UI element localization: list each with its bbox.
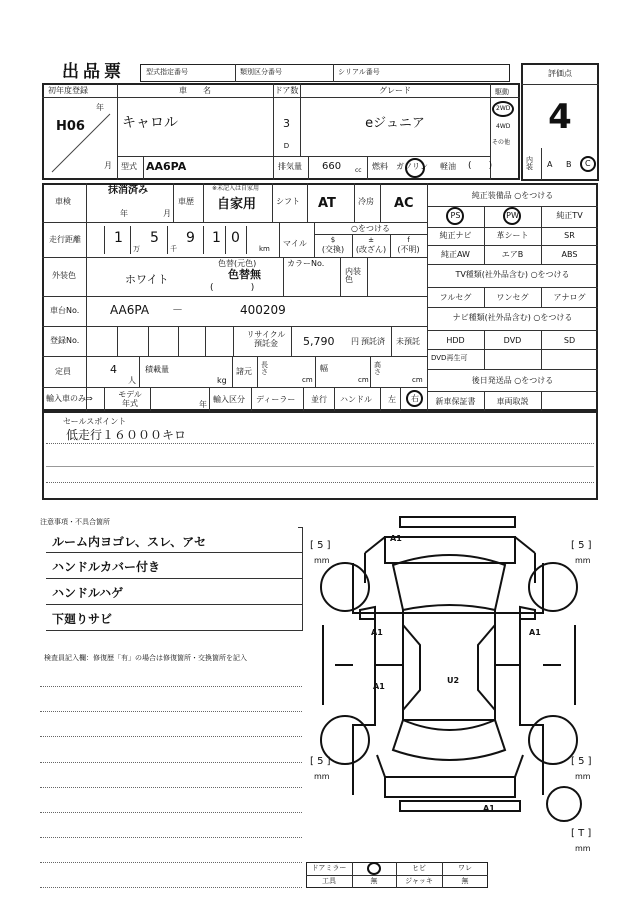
- dvd-playback: DVD再生可: [431, 354, 468, 362]
- width-label: 幅: [320, 364, 328, 373]
- mark-roof: U2: [447, 676, 460, 685]
- first-reg-value: H06: [56, 119, 85, 134]
- tire-fr: [ 5 ]: [571, 540, 592, 551]
- equip-airbag: エアB: [501, 250, 524, 259]
- recycle-unpaid: 未預託: [396, 337, 420, 346]
- equip-navi: 純正ナビ: [439, 231, 472, 240]
- tire-fl: [ 5 ]: [310, 540, 331, 551]
- navi-header: ナビ種類(社外品含む) ○をつける: [452, 313, 573, 322]
- tire-rl: [ 5 ]: [310, 756, 331, 767]
- tire-rr-unit: mm: [575, 772, 591, 781]
- tire-spare-unit: mm: [575, 844, 591, 853]
- inspection-label: 車検: [55, 197, 71, 206]
- navi-hdd: HDD: [446, 336, 465, 345]
- later-header: 後日発送品 ○をつける: [471, 376, 554, 385]
- length-cm: cm: [302, 376, 313, 384]
- rating-value: 4: [548, 97, 572, 137]
- later-warranty: 新車保証書: [435, 397, 476, 406]
- sales-point-label: セールスポイント: [63, 417, 127, 426]
- dealer-label: ディーラー: [256, 395, 296, 404]
- interior-c: C: [585, 159, 591, 168]
- ac-value: AC: [394, 196, 414, 211]
- history-note: ※未記入は自家用: [212, 185, 260, 192]
- handle-right: 右: [411, 394, 419, 403]
- color-change-paren: ( ): [210, 283, 255, 293]
- tools-value: 無: [370, 877, 378, 885]
- tamper-label: (改ざん): [355, 245, 387, 254]
- inspection-month: 月: [163, 209, 171, 218]
- tv-header: TV種類(社外品含む) ○をつける: [455, 270, 570, 279]
- fuel-label: 燃料: [372, 162, 388, 171]
- color-change-value: 色替無: [228, 268, 261, 281]
- handle-label: ハンドル: [340, 395, 372, 404]
- displacement-value: 660: [322, 161, 342, 172]
- car-name-label: 車 名: [179, 86, 211, 95]
- inspection-year: 年: [120, 209, 128, 218]
- crack-label: ヒビ: [412, 864, 426, 872]
- drive-4wd: 4WD: [496, 123, 511, 130]
- equip-ps: PS: [450, 211, 461, 220]
- header-fields: [140, 64, 510, 82]
- displacement-label: 排気量: [278, 162, 302, 171]
- model-year-label: モデル年式: [118, 390, 142, 408]
- car-damage-diagram: [315, 515, 580, 825]
- doors-value: 3: [283, 117, 290, 130]
- fuel-value: ガソリン: [396, 162, 428, 171]
- equip-leather: 革シート: [496, 231, 529, 240]
- color-change-label: 色替(元色): [218, 259, 257, 268]
- mileage-digit-5: 0: [231, 230, 240, 246]
- model-cert-label: 型式指定番号: [146, 68, 188, 76]
- kg-unit: kg: [217, 376, 227, 385]
- shift-label: シフト: [276, 197, 300, 206]
- later-manual: 車両取説: [496, 397, 529, 406]
- inspector-label: 検査員記入欄：修復歴「有」の場合は修復箇所・交換箇所を記入: [44, 654, 247, 662]
- mileage-digit-1: 1: [114, 230, 123, 246]
- interior-a: A: [547, 160, 553, 169]
- recycle-value: 5,790: [303, 335, 335, 348]
- height-label: 高さ: [374, 361, 381, 376]
- car-name-value: キャロル: [122, 115, 178, 131]
- navi-sd: SD: [563, 336, 576, 345]
- history-label: 車歴: [178, 197, 194, 206]
- capacity-label: 定員: [55, 367, 71, 376]
- fuel-circle: [405, 158, 425, 178]
- equip-abs: ABS: [561, 250, 578, 259]
- first-reg-month-unit: 月: [104, 161, 112, 170]
- dims-label: 諸元: [236, 367, 252, 376]
- mark-right-front-door: A1: [529, 628, 541, 637]
- man-unit: 万: [133, 245, 140, 253]
- mile-label: マイル: [283, 239, 307, 248]
- equip-pw: PW: [506, 211, 519, 220]
- history-value: 自家用: [217, 197, 257, 212]
- sen-unit: 千: [170, 245, 177, 253]
- tire-fl-unit: mm: [314, 556, 330, 565]
- equip-tv: 純正TV: [556, 211, 583, 220]
- tamper-mark: ±: [368, 236, 374, 244]
- equip-aw: 純正AW: [441, 250, 470, 259]
- ac-label: 冷房: [358, 197, 374, 206]
- displacement-unit: cc: [355, 167, 362, 174]
- jack-label: ジャッキ: [405, 877, 433, 885]
- chassis-label: 車台No.: [50, 306, 80, 315]
- first-reg-year-unit: 年: [96, 103, 104, 112]
- tools-label: 工具: [322, 877, 336, 885]
- tv-analog: アナログ: [553, 293, 586, 302]
- fuel-light-label: 軽油: [440, 162, 456, 171]
- mirror-circle: [367, 862, 381, 875]
- color-no-label: カラーNo.: [287, 259, 325, 268]
- interior-b: B: [566, 160, 572, 169]
- tire-rl-unit: mm: [314, 772, 330, 781]
- color-label: 外装色: [52, 271, 76, 280]
- door-mirror-label: ドアミラー: [311, 864, 347, 872]
- color-value: ホワイト: [125, 273, 169, 286]
- note-item-2: ハンドルカバー付き: [52, 560, 161, 574]
- chassis-dash: －: [172, 303, 183, 316]
- fuel-paren: ( ): [468, 161, 493, 171]
- model-label: 型式: [121, 162, 137, 171]
- tv-full: フルセグ: [439, 293, 472, 302]
- interior-label: 内装: [526, 156, 533, 171]
- mileage-label: 走行距離: [49, 235, 81, 244]
- grade-value: eジュニア: [365, 116, 425, 131]
- swap-mark: $: [330, 236, 336, 244]
- equip-sr: SR: [564, 231, 575, 240]
- model-value: AA6PA: [146, 160, 187, 173]
- mark-left-front-door: A1: [371, 628, 383, 637]
- class-label: 類別区分番号: [240, 68, 282, 76]
- recycle-label: リサイクル預託金: [246, 330, 286, 348]
- mileage-circle-note: ○をつける: [351, 224, 390, 233]
- import-type-label: 輸入区分: [213, 395, 245, 404]
- parallel-label: 並行: [311, 395, 327, 404]
- tire-spare: [ T ]: [571, 828, 592, 839]
- unknown-mark: f: [407, 236, 410, 244]
- mark-rear-bumper: A1: [483, 804, 495, 813]
- interior-color-label: 内装色: [345, 267, 361, 284]
- load-label: 積載量: [145, 365, 169, 374]
- note-item-3: ハンドルハゲ: [52, 586, 124, 600]
- notes-label: 注意事項・不具合箇所: [40, 518, 110, 526]
- chassis-number: 400209: [240, 303, 286, 317]
- drive-other: その他: [492, 139, 511, 146]
- doors-suffix: D: [283, 142, 290, 150]
- break-label: ワレ: [458, 864, 472, 872]
- note-item-1: ルーム内ヨゴレ、スレ、アセ: [52, 535, 206, 549]
- note-item-4: 下廻りサビ: [52, 612, 113, 626]
- mileage-digit-3: 9: [186, 230, 195, 246]
- tire-fr-unit: mm: [575, 556, 591, 565]
- doors-label: ドア数: [274, 86, 299, 95]
- spare-tire-icon: [546, 786, 582, 822]
- jack-value: 無: [461, 877, 469, 885]
- person-unit: 人: [128, 376, 136, 385]
- shift-value: AT: [318, 196, 336, 211]
- mileage-digit-4: 1: [212, 230, 221, 246]
- swap-label: (交換): [321, 245, 345, 254]
- rating-label: 評価点: [548, 69, 572, 78]
- navi-dvd: DVD: [503, 336, 522, 345]
- model-year-unit: 年: [199, 400, 207, 409]
- mark-left-rear: A1: [373, 682, 385, 691]
- length-label: 長さ: [261, 361, 268, 376]
- width-cm: cm: [358, 376, 369, 384]
- genuine-header: 純正装備品 ○をつける: [471, 191, 554, 200]
- mark-front: A1: [390, 534, 402, 543]
- recycle-unit: 円: [351, 337, 359, 346]
- inspection-value: 抹消済み: [108, 185, 148, 196]
- grade-label: グレード: [379, 86, 411, 95]
- serial-label: シリアル番号: [338, 68, 380, 76]
- capacity-value: 4: [110, 363, 117, 376]
- form-title: 出品票: [62, 62, 125, 82]
- height-cm: cm: [412, 376, 423, 384]
- chassis-prefix: AA6PA: [110, 303, 150, 317]
- tv-one: ワンセグ: [496, 293, 529, 302]
- unknown-label: (不明): [397, 245, 420, 254]
- recycle-paid: 預託済: [361, 337, 385, 346]
- drive-2wd: 2WD: [496, 105, 511, 112]
- km-unit: km: [259, 245, 270, 253]
- handle-left: 左: [388, 395, 396, 404]
- import-label: 輸入車のみ⇒: [46, 394, 93, 403]
- mileage-digit-2: 5: [150, 230, 159, 246]
- drive-label: 駆動: [495, 88, 509, 96]
- reg-no-label: 登録No.: [50, 336, 80, 345]
- tire-rr: [ 5 ]: [571, 756, 592, 767]
- sales-point-text: 低走行１６０００キロ: [66, 428, 187, 442]
- first-reg-label: 初年度登録: [48, 86, 88, 95]
